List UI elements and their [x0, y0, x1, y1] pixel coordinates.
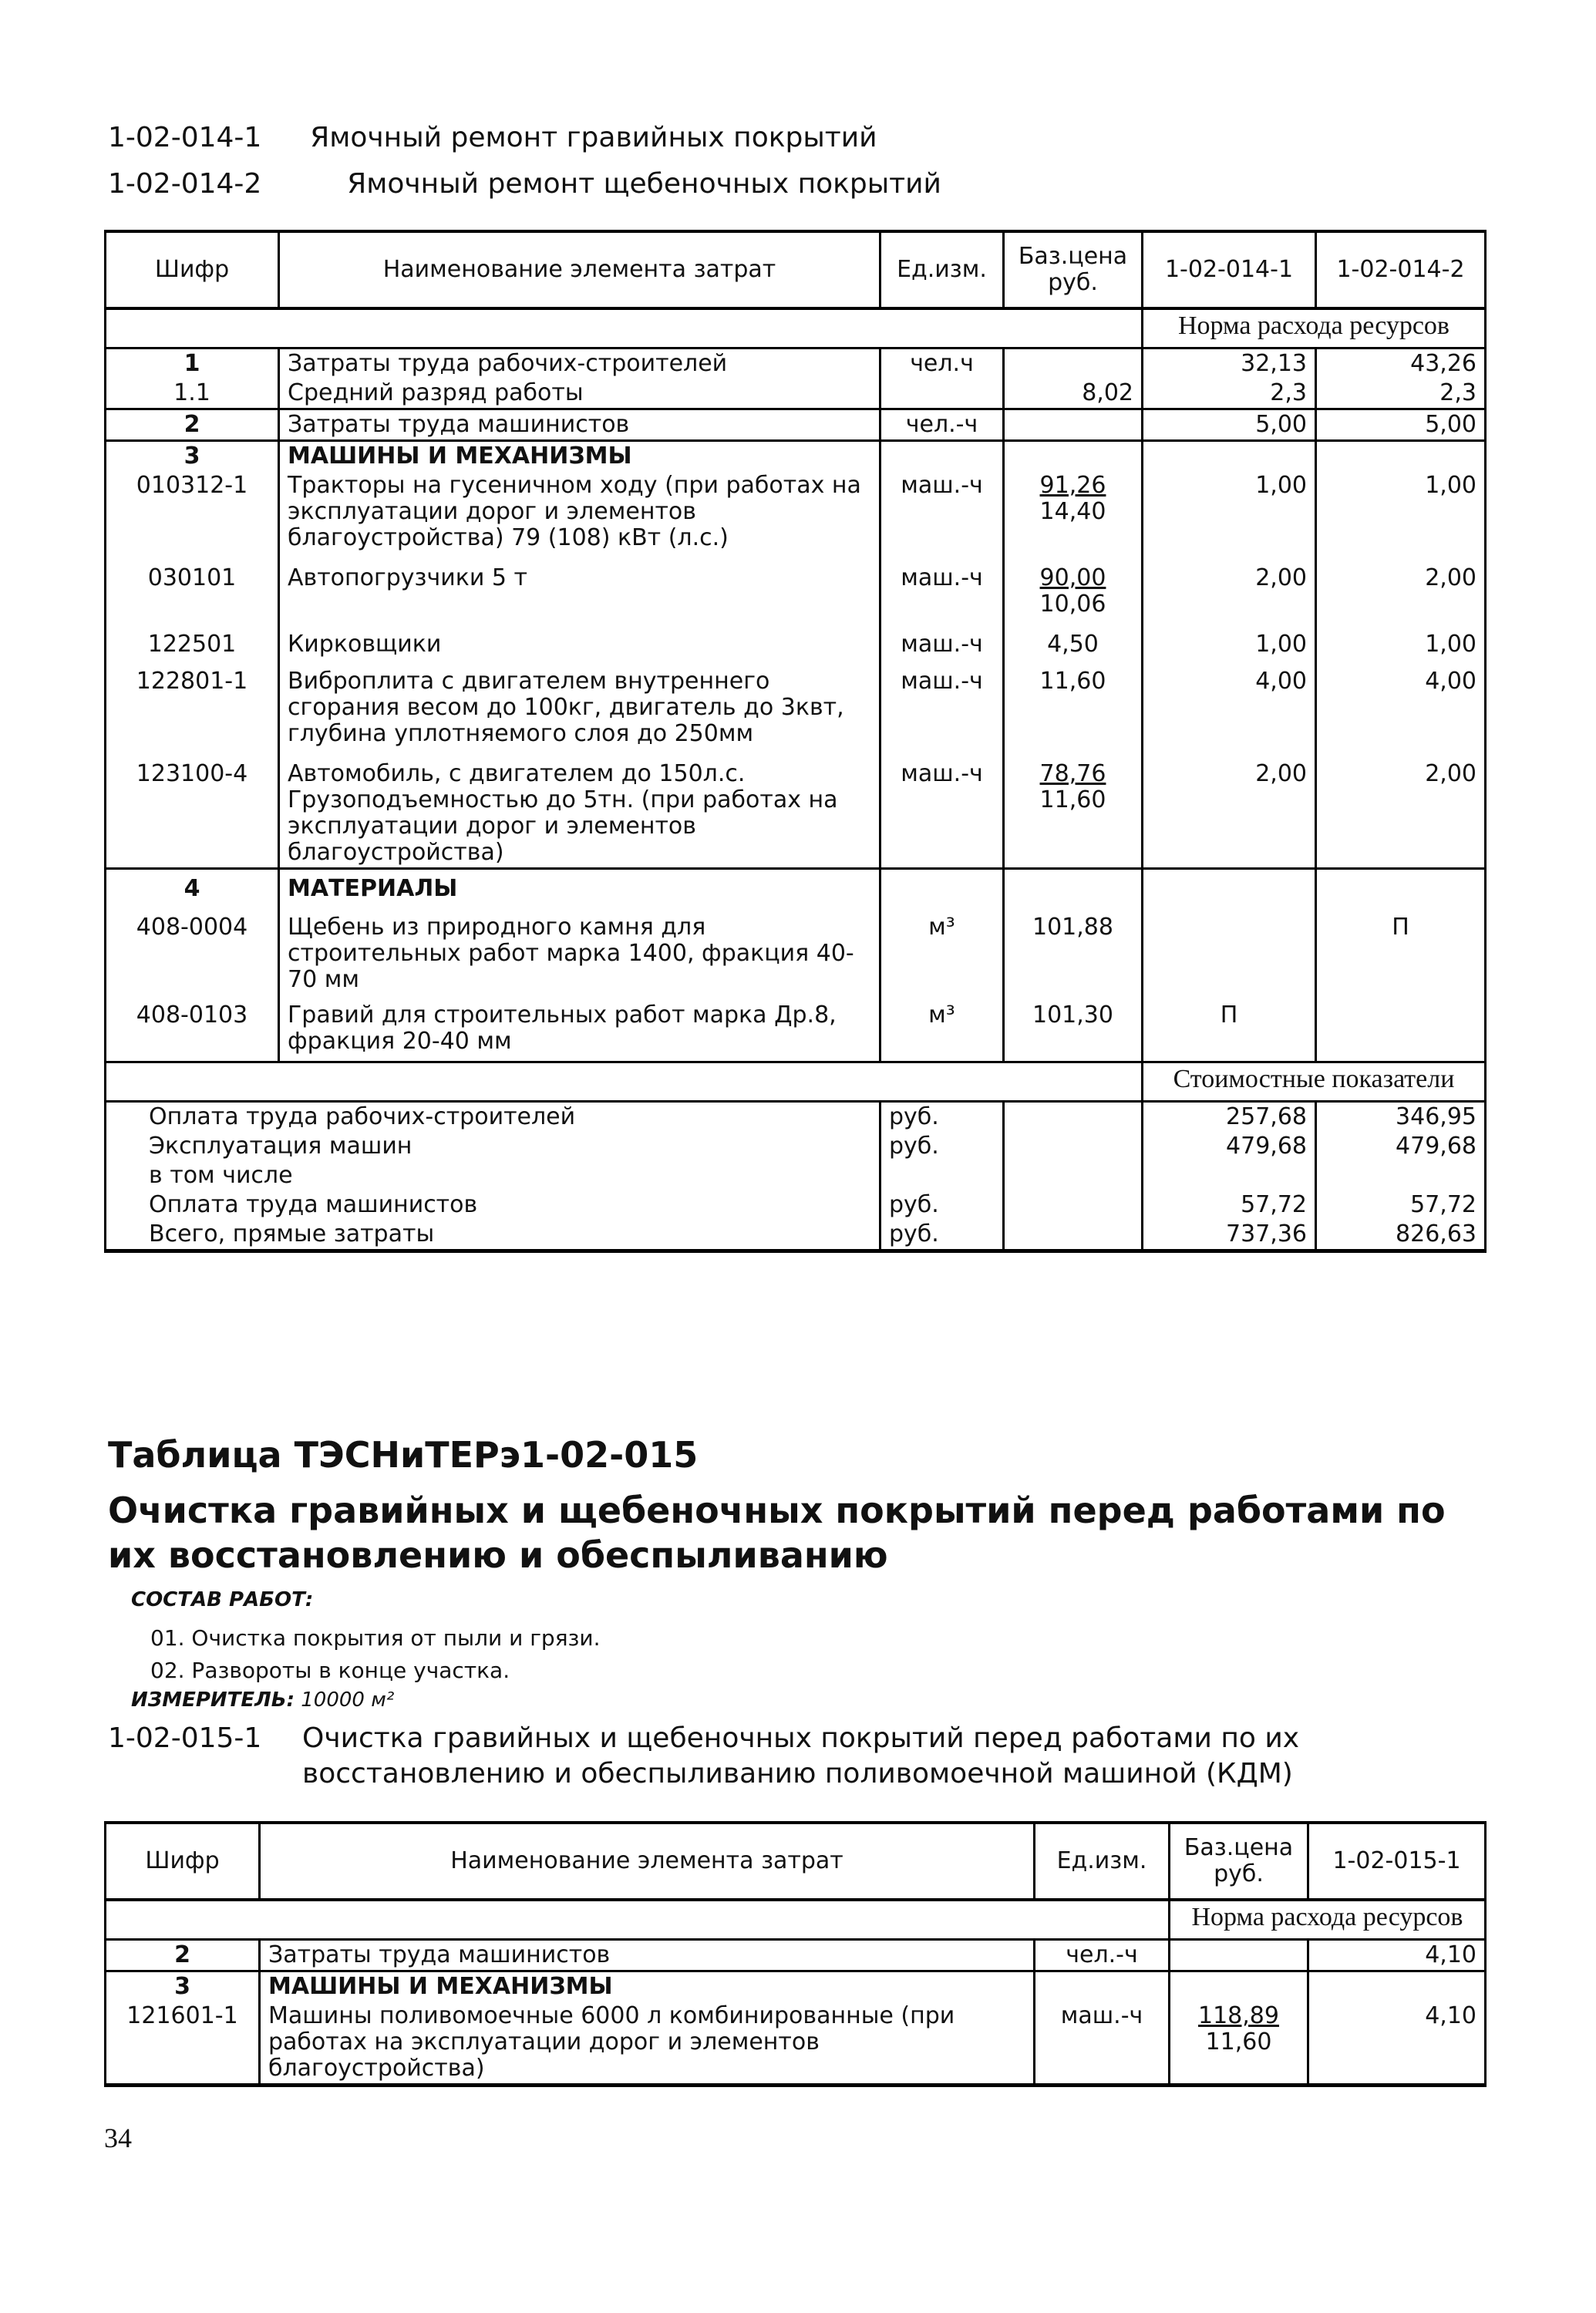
row-code: 123100-4	[106, 749, 279, 869]
row-value-2: 1,00	[1316, 619, 1486, 659]
price-labor: 10,06	[1039, 591, 1106, 618]
row-value-1: 1,00	[1143, 619, 1316, 659]
table-row	[106, 904, 1486, 995]
heading-code: 1-02-014-2	[108, 168, 262, 200]
row-unit: м³	[880, 904, 1004, 995]
price-labor: 11,60	[1205, 2029, 1272, 2055]
row-value-2	[1316, 995, 1486, 1062]
table-row	[106, 995, 1486, 1062]
page-number: 34	[104, 2123, 132, 2153]
row-code: 408-0103	[106, 995, 279, 1062]
resource-table-2	[104, 1821, 1487, 2087]
row-name: Автомобиль, с двигателем до 150л.с. Грузоподъемностью до 5тн. (при работах на эксплуатации дорог и элементов благоустройства)	[279, 749, 880, 869]
section-row	[106, 1971, 1486, 2002]
row-value-1: 2,00	[1143, 749, 1316, 869]
row-value-2: 43,26	[1316, 348, 1486, 379]
work-item: 02. Развороты в конце участка.	[150, 1658, 510, 1683]
row-value-1: 1,00	[1143, 471, 1316, 553]
row-value-1: П	[1143, 995, 1316, 1062]
norm-row	[106, 308, 1486, 348]
section-row	[106, 869, 1486, 904]
norm-row	[106, 1900, 1486, 1940]
row-value-2: 2,00	[1316, 553, 1486, 619]
row-code: 122801-1	[106, 659, 279, 749]
row-value-1: 5,00	[1143, 409, 1316, 441]
cost-value-2: 346,95	[1316, 1102, 1486, 1133]
col-header-price: Баз.цена руб.	[1170, 1823, 1308, 1900]
cost-name: в том числе	[106, 1161, 880, 1190]
row-price: 101,88	[1004, 904, 1143, 995]
table-row	[106, 749, 1486, 869]
row-value-1: 4,10	[1308, 2002, 1486, 2086]
table-row	[106, 553, 1486, 619]
row-code: 4	[106, 869, 279, 904]
row-unit: чел.-ч	[880, 409, 1004, 441]
cost-unit: руб.	[880, 1102, 1004, 1133]
row-code: 010312-1	[106, 471, 279, 553]
row-unit: маш.-ч	[880, 749, 1004, 869]
row-name: Затраты труда машинистов	[260, 1940, 1035, 1971]
norm-label: Норма расхода ресурсов	[1143, 308, 1486, 348]
row-price	[1004, 348, 1143, 379]
row-code: 1.1	[106, 379, 279, 409]
col-header-1: 1-02-015-1	[1308, 1823, 1486, 1900]
table-row	[106, 2002, 1486, 2086]
row-name: Тракторы на гусеничном ходу (при работах на эксплуатации дорог и элементов благоустройства) 79 (108) кВт (л.с.)	[279, 471, 880, 553]
cost-value-1: 479,68	[1143, 1132, 1316, 1161]
price-labor: 11,60	[1039, 786, 1106, 813]
row-code: 1	[106, 348, 279, 379]
row-value-2: П	[1316, 904, 1486, 995]
row-price	[1170, 2002, 1308, 2086]
cost-unit: руб.	[880, 1132, 1004, 1161]
cost-unit: руб.	[880, 1220, 1004, 1251]
cost-value-2: 57,72	[1316, 1190, 1486, 1220]
cost-name: Всего, прямые затраты	[106, 1220, 880, 1251]
row-name: Машины поливомоечные 6000 л комбинированные (при работах на эксплуатации дорог и элементов благоустройства)	[260, 2002, 1035, 2086]
cost-row	[106, 1102, 1486, 1133]
work-item: 01. Очистка покрытия от пыли и грязи.	[150, 1625, 601, 1651]
table-row	[106, 409, 1486, 441]
row-unit: маш.-ч	[880, 619, 1004, 659]
row-name: Средний разряд работы	[279, 379, 880, 409]
section-subtitle: Очистка гравийных и щебеночных покрытий перед работами по их восстановлению и обеспыливанию	[108, 1490, 1446, 1576]
col-header-unit: Ед.изм.	[1035, 1823, 1170, 1900]
composition-label: СОСТАВ РАБОТ:	[131, 1588, 314, 1611]
row-name: Затраты труда машинистов	[279, 409, 880, 441]
row-name: МАШИНЫ И МЕХАНИЗМЫ	[260, 1971, 1035, 2002]
heading-code: 1-02-014-1	[108, 122, 262, 153]
cost-unit: руб.	[880, 1190, 1004, 1220]
row-code: 408-0004	[106, 904, 279, 995]
col-header-code: Шифр	[106, 231, 279, 308]
col-header-price: Баз.цена руб.	[1004, 231, 1143, 308]
row-name: МАТЕРИАЛЫ	[279, 869, 880, 904]
price-total: 118,89	[1198, 2002, 1279, 2029]
row-value-2: 2,00	[1316, 749, 1486, 869]
row-price: 4,50	[1004, 619, 1143, 659]
meter-line	[131, 1688, 394, 1712]
table-header	[106, 231, 1486, 308]
meter-label: ИЗМЕРИТЕЛЬ:	[131, 1688, 295, 1712]
row-code: 2	[106, 1940, 260, 1971]
row-value-1: 2,3	[1143, 379, 1316, 409]
row-unit: маш.-ч	[880, 659, 1004, 749]
row-name: Щебень из природного камня для строительных работ марка 1400, фракция 40-70 мм	[279, 904, 880, 995]
price-total: 78,76	[1039, 760, 1106, 787]
col-header-name: Наименование элемента затрат	[279, 231, 880, 308]
cost-label: Стоимостные показатели	[1143, 1062, 1486, 1102]
table-row	[106, 1940, 1486, 1971]
row-code: 3	[106, 1971, 260, 2002]
col-header-code: Шифр	[106, 1823, 260, 1900]
row-name: Затраты труда рабочих-строителей	[279, 348, 880, 379]
row-code: 121601-1	[106, 2002, 260, 2086]
row-value-1: 4,00	[1143, 659, 1316, 749]
cost-name: Эксплуатация машин	[106, 1132, 880, 1161]
table-row	[106, 659, 1486, 749]
cost-value-2: 826,63	[1316, 1220, 1486, 1251]
cost-row	[106, 1220, 1486, 1251]
col-header-name: Наименование элемента затрат	[260, 1823, 1035, 1900]
cost-name: Оплата труда машинистов	[106, 1190, 880, 1220]
row-unit: чел.-ч	[1035, 1940, 1170, 1971]
row-unit: маш.-ч	[880, 471, 1004, 553]
row-name: Кирковщики	[279, 619, 880, 659]
table-row	[106, 471, 1486, 553]
row-price	[1004, 409, 1143, 441]
table-header	[106, 1823, 1486, 1900]
meter-value: 10000 м²	[301, 1688, 395, 1712]
row-code: 2	[106, 409, 279, 441]
row-value-2: 4,00	[1316, 659, 1486, 749]
row-name: МАШИНЫ И МЕХАНИЗМЫ	[279, 441, 880, 472]
row-price: 8,02	[1004, 379, 1143, 409]
resource-table-1	[104, 230, 1487, 1253]
price-total: 90,00	[1039, 564, 1106, 591]
cost-value-1: 257,68	[1143, 1102, 1316, 1133]
cost-value-2: 479,68	[1316, 1132, 1486, 1161]
price-total: 91,26	[1039, 472, 1106, 499]
row-code: 3	[106, 441, 279, 472]
cost-row	[106, 1190, 1486, 1220]
row-price	[1004, 471, 1143, 553]
table-row	[106, 619, 1486, 659]
row-value-2: 2,3	[1316, 379, 1486, 409]
cost-value-1: 737,36	[1143, 1220, 1316, 1251]
cost-row	[106, 1161, 1486, 1190]
row-price: 11,60	[1004, 659, 1143, 749]
row-code: 122501	[106, 619, 279, 659]
row-name: Автопогрузчики 5 т	[279, 553, 880, 619]
cost-row	[106, 1132, 1486, 1161]
row-value-1: 2,00	[1143, 553, 1316, 619]
heading-title: Ямочный ремонт гравийных покрытий	[310, 122, 877, 153]
code-line	[108, 1721, 261, 1756]
heading-title: Ямочный ремонт щебеночных покрытий	[347, 168, 941, 200]
row-unit	[880, 379, 1004, 409]
table-title: Таблица ТЭСНиТЕРэ1-02-015	[108, 1434, 699, 1476]
table-row	[106, 379, 1486, 409]
cost-label-row	[106, 1062, 1486, 1102]
table-row	[106, 348, 1486, 379]
row-unit: чел.ч	[880, 348, 1004, 379]
col-header-1: 1-02-014-1	[1143, 231, 1316, 308]
row-name: Виброплита с двигателем внутреннего сгорания весом до 100кг, двигатель до 3квт, глубина уплотняемого слоя до 250мм	[279, 659, 880, 749]
row-price	[1170, 1940, 1308, 1971]
row-unit: м³	[880, 995, 1004, 1062]
cost-name: Оплата труда рабочих-строителей	[106, 1102, 880, 1133]
col-header-unit: Ед.изм.	[880, 231, 1004, 308]
row-value-1	[1143, 904, 1316, 995]
price-labor: 14,40	[1039, 498, 1106, 525]
row-value-1: 32,13	[1143, 348, 1316, 379]
row-value-1: 4,10	[1308, 1940, 1486, 1971]
row-code: 030101	[106, 553, 279, 619]
row-price	[1004, 553, 1143, 619]
code: 1-02-015-1	[108, 1722, 262, 1754]
norm-label: Норма расхода ресурсов	[1170, 1900, 1486, 1940]
heading-1	[108, 122, 877, 153]
row-price: 101,30	[1004, 995, 1143, 1062]
code-title: Очистка гравийных и щебеночных покрытий перед работами по их восстановлению и обеспыливанию поливомоечной машиной (КДМ)	[302, 1722, 1300, 1789]
row-value-2: 5,00	[1316, 409, 1486, 441]
section-row	[106, 441, 1486, 472]
row-unit: маш.-ч	[880, 553, 1004, 619]
row-price	[1004, 749, 1143, 869]
row-name: Гравий для строительных работ марка Др.8, фракция 20-40 мм	[279, 995, 880, 1062]
cost-value-1: 57,72	[1143, 1190, 1316, 1220]
col-header-2: 1-02-014-2	[1316, 231, 1486, 308]
row-value-2: 1,00	[1316, 471, 1486, 553]
row-unit: маш.-ч	[1035, 2002, 1170, 2086]
heading-2	[108, 168, 941, 200]
